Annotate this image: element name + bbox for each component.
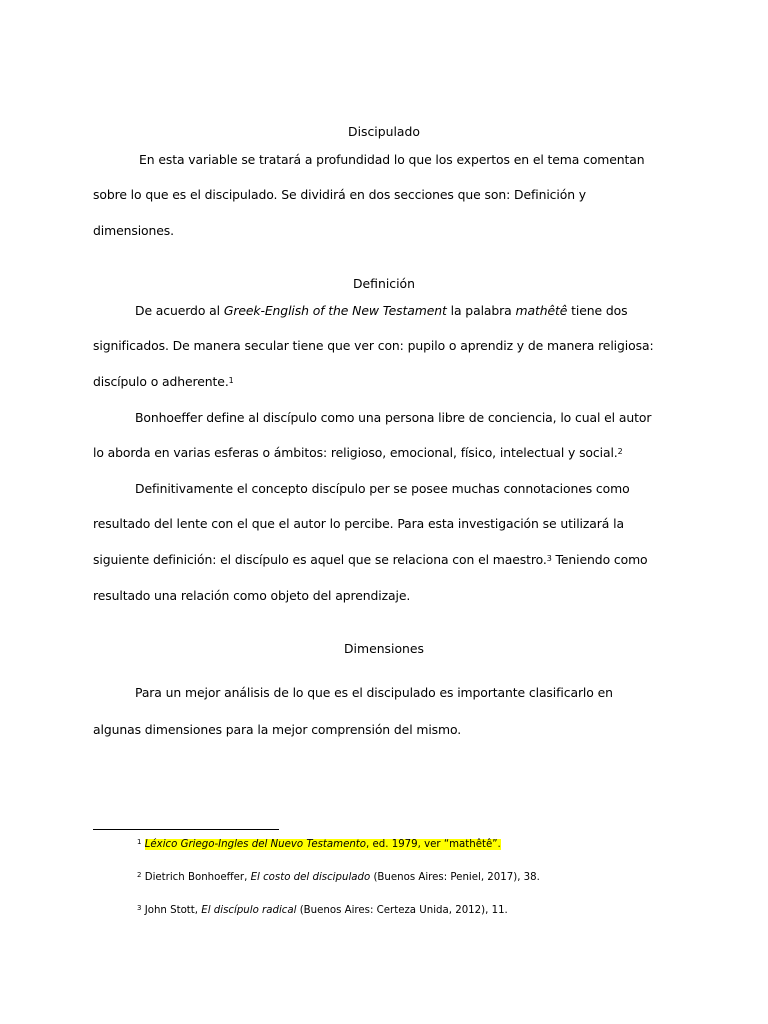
footnote-number: 3 (137, 904, 142, 912)
book-title-greek-english: Greek-English of the New Testament (223, 303, 447, 318)
citation-author: John Stott, (144, 905, 202, 916)
section-heading-dimensiones: Dimensiones (344, 641, 424, 656)
text-run: Teniendo como (551, 552, 648, 567)
highlighted-citation (145, 839, 501, 850)
footnote-ref-1[interactable]: 1 (228, 376, 234, 385)
definicion-p1-line-2: significados. De manera secular tiene que ver con: pupilo o aprendiz y de manera religiosa: (93, 338, 654, 353)
footnote-3 (137, 904, 508, 918)
definicion-p2-line-1: Bonhoeffer define al discípulo como una persona libre de conciencia, lo cual el autor (135, 410, 652, 425)
definicion-p3-line-3 (93, 552, 648, 568)
citation-title: El costo del discipulado (250, 872, 371, 883)
intro-line-3: dimensiones. (93, 223, 175, 238)
citation-title: Léxico Griego-Ingles del Nuevo Testamento (144, 839, 367, 850)
text-run: De acuerdo al (135, 303, 224, 318)
text-run: la palabra (446, 303, 516, 318)
footnote-number: 1 (137, 838, 142, 846)
footnote-ref-3[interactable]: 3 (546, 554, 552, 563)
citation-rest: (Buenos Aires: Certeza Unida, 2012), 11. (296, 905, 508, 916)
footnote-number: 2 (137, 871, 142, 879)
text-run: lo aborda en varias esferas o ámbitos: religioso, emocional, físico, intelectual y social. (93, 445, 618, 460)
citation-title: El discípulo radical (201, 905, 297, 916)
definicion-p2-line-2 (93, 445, 623, 461)
intro-line-2: sobre lo que es el discipulado. Se dividirá en dos secciones que son: Definición y (93, 187, 587, 202)
dimensiones-p1-line-1: Para un mejor análisis de lo que es el discipulado es importante clasificarlo en (135, 685, 613, 700)
footnote-separator (93, 829, 279, 830)
footnote-2 (137, 871, 540, 885)
text-run: siguiente definición: el discípulo es aquel que se relaciona con el maestro. (93, 552, 547, 567)
dimensiones-p1-line-2: algunas dimensiones para la mejor comprensión del mismo. (93, 722, 462, 737)
definicion-p1-line-3 (93, 374, 234, 390)
definicion-p3-line-4: resultado una relación como objeto del aprendizaje. (93, 588, 411, 603)
intro-line-1: En esta variable se tratará a profundidad lo que los expertos en el tema comentan (139, 152, 645, 167)
definicion-p3-line-1: Definitivamente el concepto discípulo per se posee muchas connotaciones como (135, 481, 630, 496)
footnote-1 (137, 838, 501, 852)
definicion-p1-line-1 (135, 303, 627, 319)
text-run: tiene dos (567, 303, 628, 318)
greek-term: mathêtê (515, 303, 568, 318)
citation-rest: , ed. 1979, ver “mathêtê”. (366, 839, 501, 850)
definicion-p3-line-2: resultado del lente con el que el autor lo percibe. Para esta investigación se utilizará la (93, 516, 624, 531)
section-heading-definicion: Definición (353, 276, 415, 291)
citation-rest: (Buenos Aires: Peniel, 2017), 38. (370, 872, 540, 883)
footnote-ref-2[interactable]: 2 (617, 447, 623, 456)
citation-author: Dietrich Bonhoeffer, (144, 872, 251, 883)
document-title: Discipulado (348, 124, 420, 139)
text-run: discípulo o adherente. (93, 374, 229, 389)
